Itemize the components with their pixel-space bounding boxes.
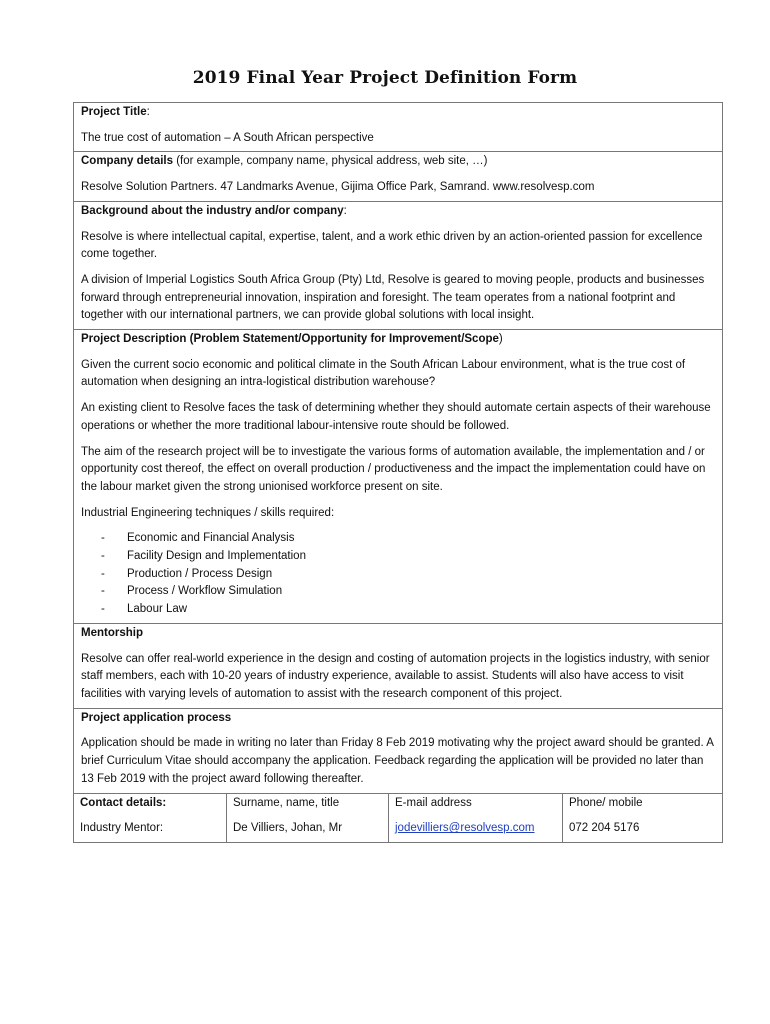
contact-header-name: Surname, name, title [233,796,340,809]
list-item: - Production / Process Design [101,567,273,580]
description-paragraph: Given the current socio economic and political climate in the South African Labour environment, what is the true cost of automation when designing an intra-logistical distribution warehouse? [81,358,686,389]
contact-details-table [74,794,722,843]
contact-phone: 072 204 5176 [569,822,640,835]
contact-column-role [74,794,227,842]
contact-role: Industry Mentor: [80,822,164,835]
mentorship-text: Resolve can offer real-world experience in the design and costing of automation projects in the logistics industry, with senior staff members, each with 10-20 years of industry experience, available to assist. Students will also have access to visit facilities with varying levels of automation to assist with the research component of this project. [81,652,710,700]
project-description-heading: Project Description (Problem Statement/Opportunity for Improvement/Scope) [81,333,503,346]
contact-column-phone [563,794,722,842]
application-process-heading: Project application process [81,711,232,724]
mentorship-section [74,624,722,709]
mentorship-heading: Mentorship [81,626,143,639]
email-link[interactable]: jodevilliers@resolvesp.com [395,822,535,835]
contact-header-phone: Phone/ mobile [569,796,643,809]
application-process-section [74,709,722,794]
company-details-section [74,152,722,201]
list-item: - Facility Design and Implementation [101,550,306,563]
skills-intro: Industrial Engineering techniques / skills required: [81,506,335,519]
background-paragraph: Resolve is where intellectual capital, expertise, talent, and a work ethic driven by an action-oriented passion for excellence come together. [81,230,703,261]
project-title-heading: Project Title: [81,106,150,118]
skills-list [81,530,715,619]
project-definition-form [73,102,723,843]
description-paragraph: An existing client to Resolve faces the task of determining whether they should automate certain aspects of their warehouse operations or whether the more traditional labour-intensive route should be followed. [81,402,711,432]
contact-header-email: E-mail address [395,796,472,809]
list-item: - Process / Workflow Simulation [101,585,283,598]
background-section [74,202,722,330]
background-heading: Background about the industry and/or company: [81,204,347,217]
project-description-section [74,330,722,624]
contact-column-email [389,794,563,842]
contact-name: De Villiers, Johan, Mr [233,822,343,835]
list-item: - Labour Law [101,603,188,616]
project-title-section [74,103,722,152]
page-title: 2019 Final Year Project Definition Form [192,68,578,88]
company-details-heading: Company details (for example, company name, physical address, web site, …) [81,155,488,168]
description-paragraph: The aim of the research project will be to investigate the various forms of automation available, the implementation and / or opportunity cost thereof, the effect on overall production / productiveness and the impact the implementation could have on the labour market given the strong unionised workforce present on site. [81,445,706,493]
company-details-text: Resolve Solution Partners. 47 Landmarks Avenue, Gijima Office Park, Samrand. www.resolvesp.com [81,181,595,194]
contact-column-name [227,794,389,842]
background-paragraph: A division of Imperial Logistics South Africa Group (Pty) Ltd, Resolve is geared to moving people, products and businesses forward through entrepreneurial innovation, inspiration and foresight. The team operates from a national footprint and together with our international partners, we can provide global solutions with local insight. [81,273,705,322]
application-process-text: Application should be made in writing no later than Friday 8 Feb 2019 motivating why the project award should be granted. A brief Curriculum Vitae should accompany the application. Feedback regarding the application will be provided no later than 13 Feb 2019 with the project award following thereafter. [81,737,714,785]
contact-header-details: Contact details: [80,796,167,809]
list-item: - Economic and Financial Analysis [101,532,295,545]
project-title-text: The true cost of automation – A South African perspective [81,131,374,144]
